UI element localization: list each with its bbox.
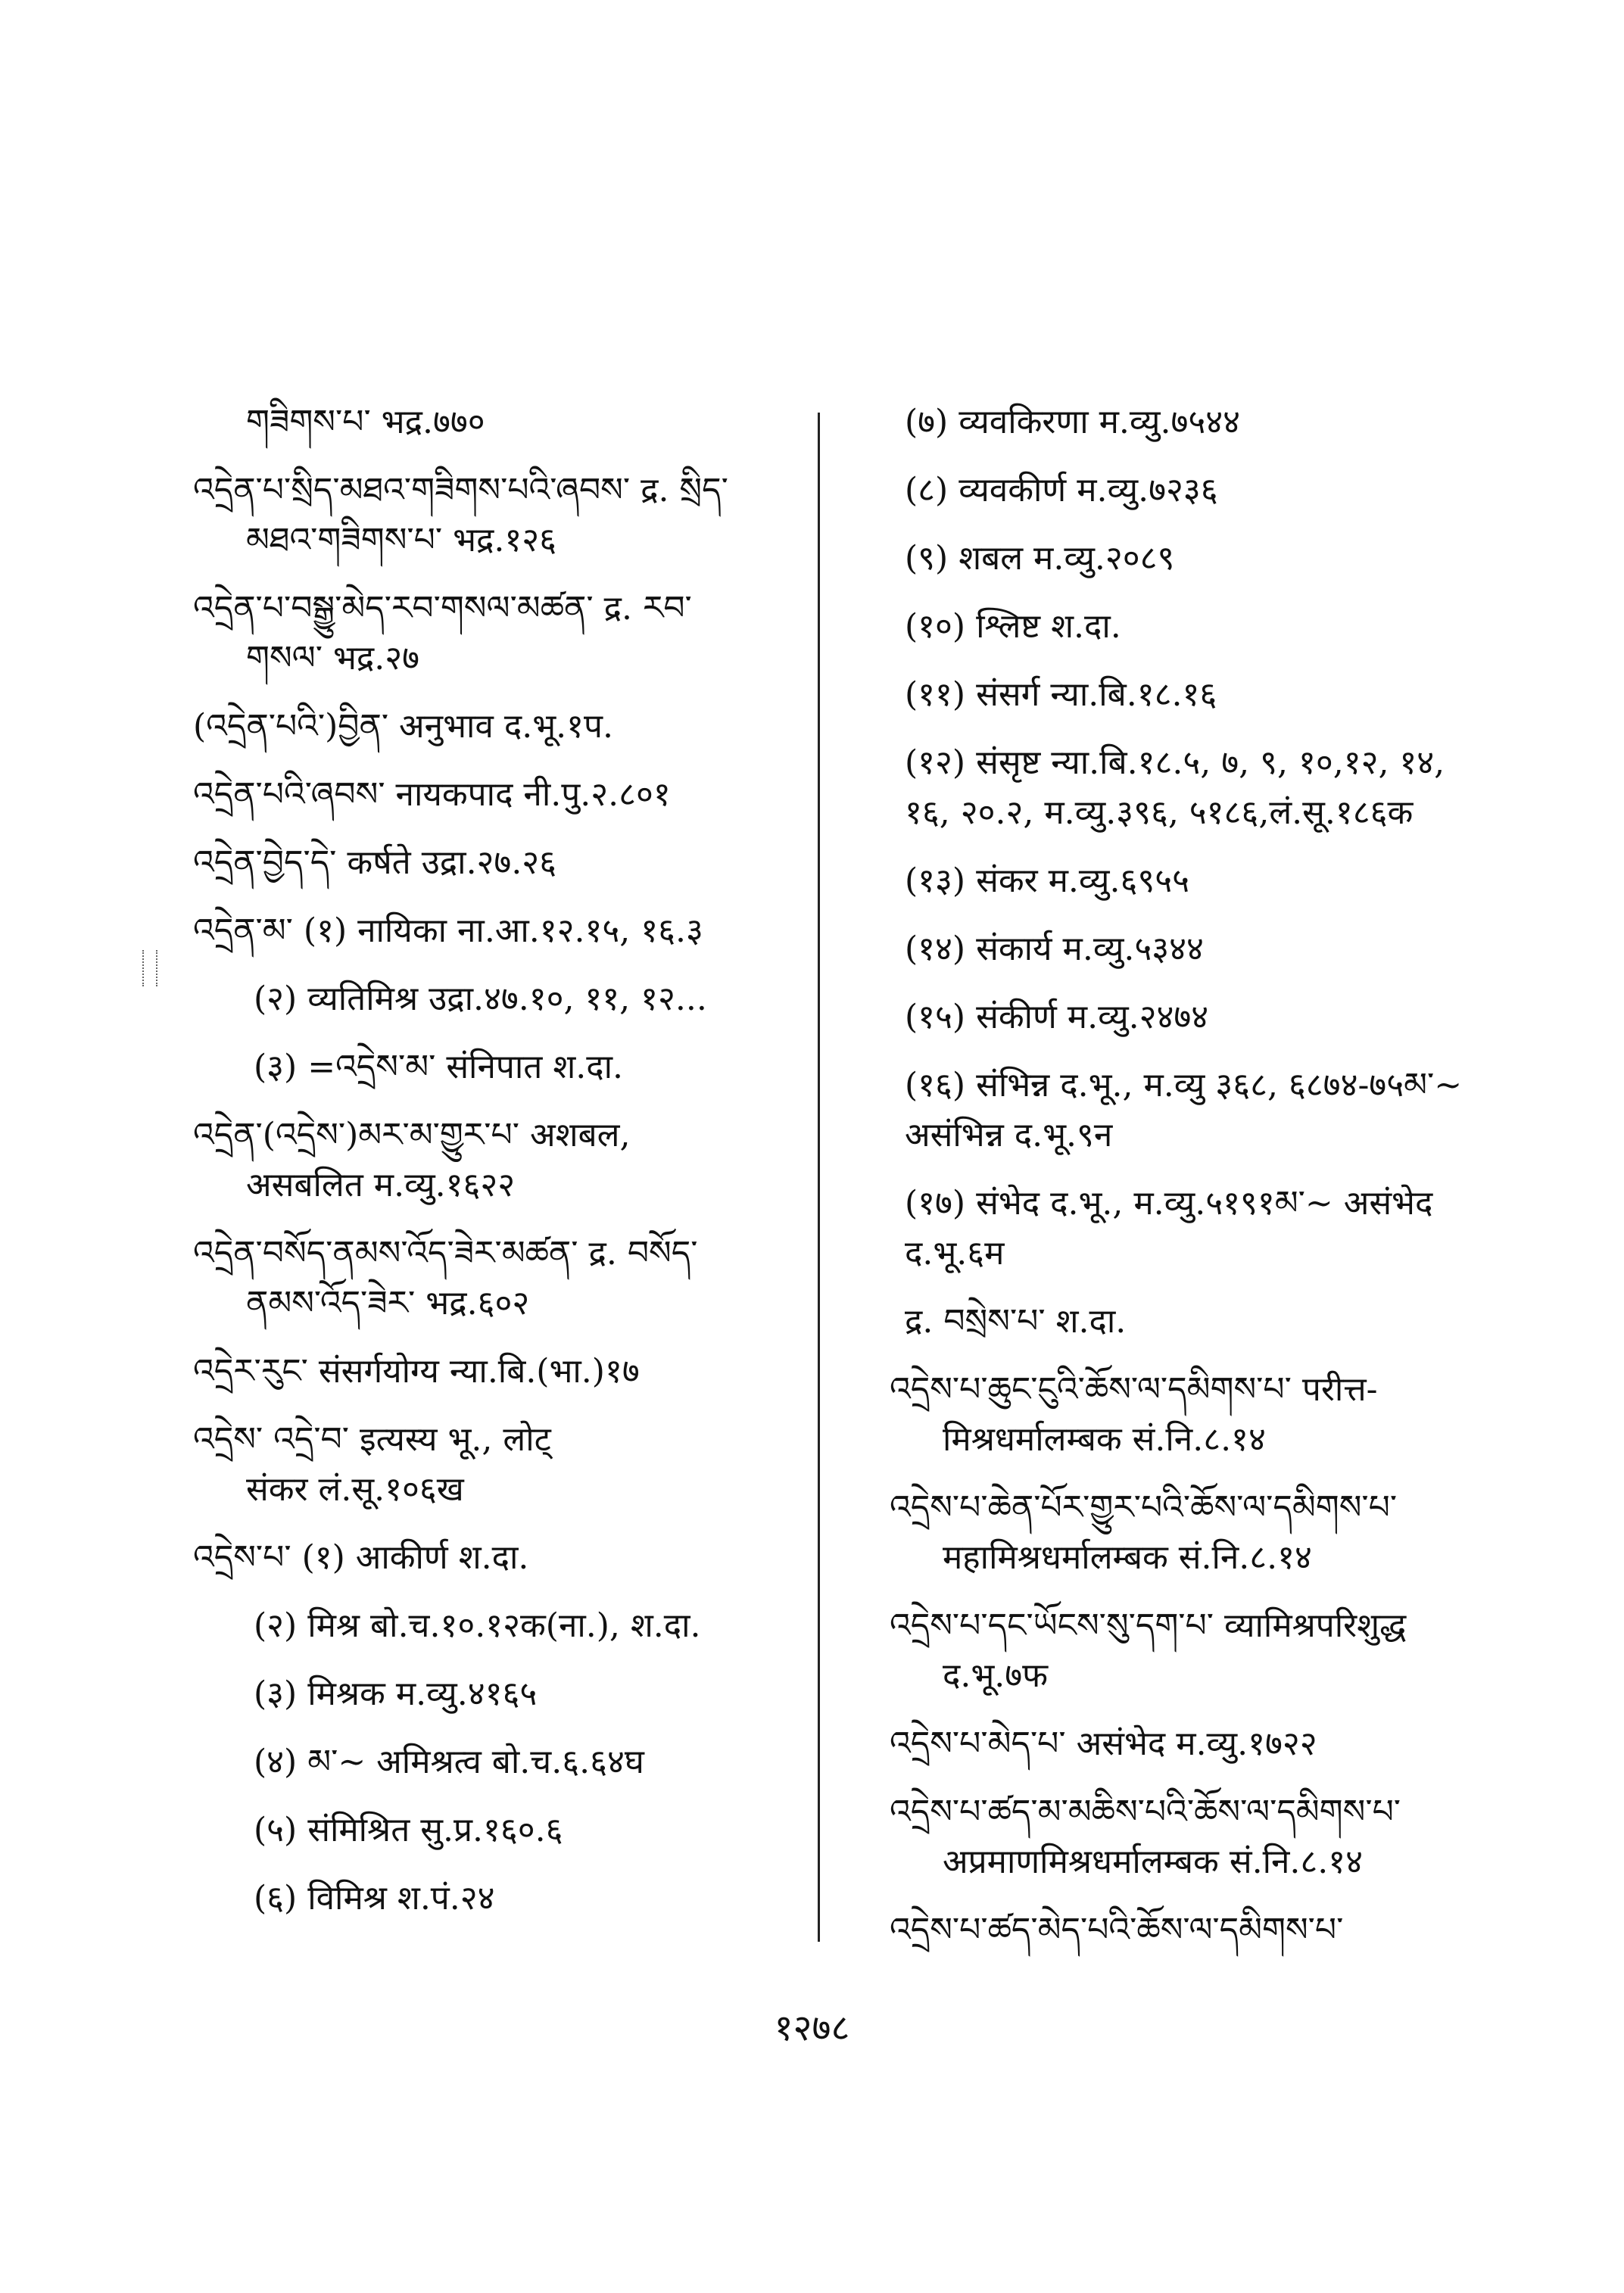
entry-line: གསལ་ भद्र.२७ [246, 639, 420, 678]
entry-line: (६) विमिश्र श.पं.२४ [254, 1879, 495, 1918]
entry-line: द्र. བསྲེས་པ་ श.दा. [905, 1302, 1127, 1341]
entry-line: मिश्रधर्मालम्बक सं.नि.८.१४ [943, 1420, 1266, 1459]
sub-entry [890, 534, 1488, 584]
entry-line: (८) व्यवकीर्ण म.व्यु.७२३६ [905, 471, 1218, 509]
page-number: १२७८ [774, 2007, 850, 2049]
sub-entry [890, 466, 1488, 516]
entry-line: (१६) संभिन्न द.भू., म.व्यु ३६८, ६८७४-७५ [905, 1066, 1404, 1104]
entry-line: (९) शबल म.व्यु.२०८९ [905, 539, 1175, 578]
sub-entry [193, 1042, 799, 1092]
entry-line: འདྲེས་པ་མེད་པ་ असंभेद म.व्यु.१७२२ [890, 1724, 1317, 1763]
sub-entry [193, 1669, 799, 1719]
dictionary-entry [890, 1483, 1488, 1583]
entry-line: ནམས་འོད་ཟེར་ भद्र.६०२ [246, 1284, 530, 1323]
sub-entry [193, 1601, 799, 1651]
entry-line: (३) =འདྲེས་མ་ संनिपात श.दा. [254, 1048, 623, 1086]
sub-entry [193, 974, 799, 1024]
column-divider [818, 413, 820, 1942]
entry-line: (५) संमिश्रित सु.प्र.१६०.६ [254, 1811, 563, 1849]
sub-entry [890, 924, 1488, 974]
entry-line: འདྲེན་པའི་ཞབས་ नायकपाद नी.पु.२.८०१ [193, 775, 671, 814]
dictionary-entry [193, 770, 799, 820]
entry-line: འདྲེས་པ་ཚད་མེད་པའི་ཆོས་ལ་དམིགས་པ་ [890, 1911, 1344, 1949]
entry-line: (७) व्यवकिरणा म.व्यु.७५४४ [905, 403, 1240, 441]
entry-line: འདྲེས་པ་ཚད་མ་མཆིས་པའི་ཆོས་ལ་དམིགས་པ་ [890, 1793, 1401, 1831]
dictionary-entry [193, 838, 799, 888]
entry-line: (१०) श्लिष्ट श.दा. [905, 607, 1121, 646]
left-column [193, 397, 799, 1942]
sub-entry [890, 1179, 1488, 1279]
dictionary-entry [193, 397, 799, 447]
sub-entry [193, 1737, 799, 1787]
entry-line: महामिश्रधर्मालम्बक सं.नि.८.१४ [943, 1538, 1312, 1577]
dictionary-entry [193, 584, 799, 684]
entry-line: འདྲེས་པ་ཆུང་ངུའི་ཆོས་ལ་དམིགས་པ་ परीत्त- [890, 1370, 1378, 1409]
entry-line: མ་~ असंभिन्न द.भू.९न [905, 1066, 1463, 1154]
entry-line: འདྲེན་པ་སྲིད་མཐའ་གཟིགས་པའི་ཞབས་ द्र. སྲིད་ [193, 471, 728, 509]
dictionary-entry [193, 1111, 799, 1210]
entry-line: (२) मिश्र बो.च.१०.१२क(ना.), श.दा. [254, 1606, 701, 1645]
entry-line: संकर लं.सू.१०६ख [246, 1470, 464, 1509]
entry-line: འདྲེན་བསོད་ནམས་འོད་ཟེར་མཚན་ द्र. བསོད་ [193, 1234, 698, 1273]
entry-line: द.भू.७फ [943, 1656, 1049, 1695]
sub-entry [890, 856, 1488, 906]
entry-line: (१४) संकार्य म.व्यु.५३४४ [905, 930, 1204, 968]
dictionary-entry [890, 1787, 1488, 1887]
entry-line: (३) मिश्रक म.व्यु.४१६५ [254, 1675, 538, 1713]
dictionary-entry [193, 1533, 799, 1583]
entry-line: འདྲེས་པ་དང་ཡོངས་སུ་དག་པ་ व्यामिश्रपरिशुद्ध [890, 1606, 1407, 1645]
entry-line: लं.सू.१८६क [1269, 793, 1414, 832]
sub-entry [193, 1805, 799, 1855]
entry-line: འདྲེན་པ་བསྒྱུ་མེད་རབ་གསལ་མཚན་ द्र. རབ་ [193, 589, 692, 628]
dictionary-entry [890, 1905, 1488, 1955]
entry-line: འདྲེར་རུང་ संसर्गयोग्य न्या.बि.(भा.)१७ [193, 1352, 640, 1391]
dictionary-entry [193, 702, 799, 752]
entry-line: འདྲེན་(འདྲེས་)མར་མ་གྱུར་པ་ अशबल, [193, 1116, 631, 1154]
dictionary-entry [193, 1415, 799, 1515]
entry-line: (२) व्यतिमिश्र उद्रा.४७.१०, ११, १२... [254, 980, 707, 1018]
right-column [890, 397, 1488, 1974]
entry-line: १२, १४, १६, २०.२, म.व्यु.३९६, ५१८६, [905, 743, 1445, 832]
entry-line: འདྲེས་པ་ (१) आकीर्ण श.दा. [193, 1538, 529, 1577]
sub-entry [890, 1297, 1488, 1347]
entry-line: (४) མ་~ अमिश्रत्व बो.च.६.६४घ [254, 1743, 644, 1781]
sub-entry [890, 602, 1488, 652]
entry-line: (१५) संकीर्ण म.व्यु.२४७४ [905, 998, 1209, 1036]
entry-line: (१२) संसृष्ट न्या.बि.१८.५, ७, ९, १०, [905, 743, 1344, 782]
sub-entry [890, 1061, 1488, 1161]
entry-line: འདྲེས་པ་ཆེན་པོར་གྱུར་པའི་ཆོས་ལ་དམིགས་པ་ [890, 1488, 1398, 1527]
entry-line: अप्रमाणमिश्रधर्मालम्बक सं.नि.८.१४ [943, 1843, 1363, 1881]
entry-line: असबलित म.व्यु.१६२२ [246, 1166, 516, 1204]
entry-line: (१७) संभेद द.भू., म.व्यु.५१९१ [905, 1184, 1275, 1223]
sub-entry [890, 992, 1488, 1042]
margin-mark [142, 950, 157, 986]
entry-line: འདྲེན་བྱེད་དེ་ कर्षते उद्रा.२७.२६ [193, 843, 557, 882]
entry-line: (११) संसर्ग न्या.बि.१८.१६ [905, 675, 1217, 714]
entry-line: (འདྲེན་པའི་)བྱིན་ अनुभाव द.भू.१प. [193, 707, 613, 746]
entry-line: མ་~ असंभेद द.भू.६म [905, 1184, 1433, 1273]
dictionary-entry [890, 1719, 1488, 1769]
dictionary-entry [890, 1365, 1488, 1465]
sub-entry [890, 670, 1488, 720]
dictionary-entry [890, 1601, 1488, 1701]
dictionary-entry [193, 1347, 799, 1397]
entry-line: གཟིགས་པ་ भद्र.७७० [246, 403, 485, 441]
entry-line: མཐའ་གཟིགས་པ་ भद्र.१२६ [246, 521, 557, 559]
dictionary-entry [193, 906, 799, 956]
entry-line: (१३) संकर म.व्यु.६९५५ [905, 861, 1189, 900]
sub-entry [890, 738, 1488, 838]
entry-line: འདྲེན་མ་ (१) नायिका ना.आ.१२.१५, १६.३ [193, 911, 703, 950]
sub-entry [193, 1874, 799, 1924]
sub-entry [890, 397, 1488, 447]
dictionary-entry [193, 466, 799, 565]
entry-line: འདྲེས་ འདྲེ་བ་ इत्यस्य भू., लोट् [193, 1420, 551, 1459]
dictionary-entry [193, 1229, 799, 1329]
